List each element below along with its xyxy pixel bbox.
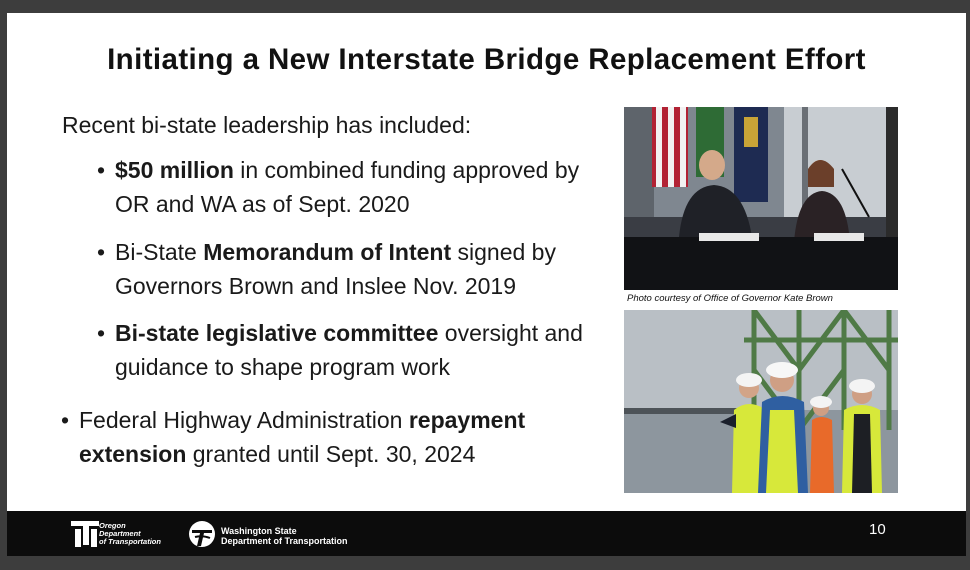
wsdot-wordmark <box>221 526 348 546</box>
slide-footer <box>7 511 966 556</box>
bullet-item <box>97 316 595 384</box>
wsdot-line: Department of Transportation <box>221 536 348 546</box>
slide-title: Initiating a New Interstate Bridge Replacement Effort <box>107 43 866 76</box>
intro-text: Recent bi-state leadership has included: <box>62 112 472 138</box>
bullet-text: signed by Governors Brown and Inslee Nov. 2019 <box>115 239 556 299</box>
odot-line: of Transportation <box>99 537 161 546</box>
bullet-dot: • <box>97 239 106 265</box>
signing-photo <box>624 107 898 290</box>
bullet-bold: Memorandum of Intent <box>203 239 452 265</box>
bullet-dot: • <box>97 320 106 346</box>
page-number: 10 <box>869 521 886 538</box>
slide <box>7 13 966 556</box>
odot-line: Department <box>99 529 141 538</box>
bullet-text: granted until Sept. 30, 2024 <box>186 441 476 467</box>
bullet-bold: $50 million <box>115 157 234 183</box>
bullet-text: in combined funding approved by OR and WA as of Sept. 2020 <box>115 157 580 217</box>
bullet-item <box>97 235 595 303</box>
odot-line: Oregon <box>99 521 126 530</box>
bullet-pre: Bi-State <box>115 239 204 265</box>
bridge-photo <box>624 310 898 493</box>
photo-caption: Photo courtesy of Office of Governor Kate Brown <box>627 293 833 304</box>
wsdot-line: Washington State <box>221 526 297 536</box>
bullet-text: oversight and guidance to shape program work <box>115 320 583 380</box>
bullet-pre: Federal Highway Administration <box>79 407 409 433</box>
bullet-item <box>97 153 595 221</box>
odot-logo-icon <box>69 517 103 549</box>
bullet-bold: repayment extension <box>79 407 526 467</box>
wsdot-logo-icon <box>187 519 217 549</box>
bullet-dot: • <box>61 407 70 433</box>
signing-photo-illustration <box>624 107 898 290</box>
odot-wordmark <box>99 522 161 546</box>
bridge-photo-illustration <box>624 310 898 493</box>
bullet-item <box>61 403 569 471</box>
bullet-bold: Bi-state legislative committee <box>115 320 439 346</box>
bullet-dot: • <box>97 157 106 183</box>
